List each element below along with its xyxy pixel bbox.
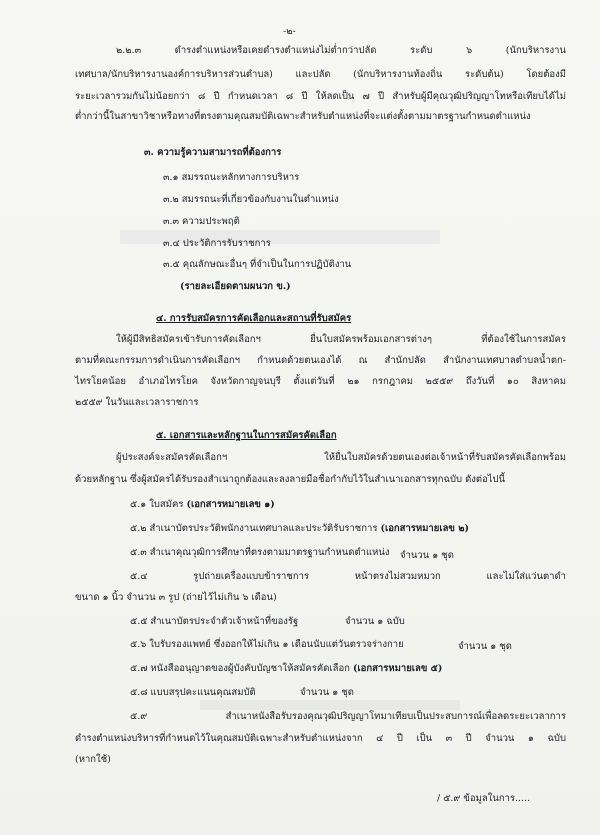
section-5-item-4-line1: ๕.๔ รูปถ่ายเครื่องแบบข้าราชการ หน้าตรงไม่สวมหมวก และไม่ใส่แว่นตาดำ: [130, 571, 566, 582]
section-3-heading: ๓. ความรู้ความสามารถที่ต้องการ: [144, 147, 282, 158]
document-number-label: (เอกสารหมายเลข ๕): [352, 663, 443, 674]
section-5-item-5-quantity: จำนวน ๑ ฉบับ: [345, 616, 405, 627]
section-5-item-4-line2: ขนาด ๑ นิ้ว จำนวน ๓ รูป (ถ่ายไว้ไม่เกิน ๖ เดือน): [75, 592, 277, 603]
section-3-item: ๓.๓ ความประพฤติ: [163, 216, 240, 227]
document-number-label: (เอกสารหมายเลข ๒): [380, 523, 469, 534]
section-3-item: ๓.๔ ประวัติการรับราชการ: [163, 238, 271, 249]
section-3-item: ๓.๕ คุณลักษณะอื่นๆ ที่จำเป็นในการปฏิบัติงาน: [163, 259, 352, 270]
section-5-item-5: ๕.๕ สำเนาบัตรประจำตัวเจ้าหน้าที่ของรัฐ: [130, 616, 299, 627]
section-5-item-3-quantity: จำนวน ๑ ชุด: [400, 550, 454, 561]
continuation-note: / ๕.๙ ข้อมูลในการ.....: [437, 793, 531, 804]
section-5-item-6: ๕.๖ ใบรับรองแพทย์ ซึ่งออกให้ไม่เกิน ๑ เดือนนับแต่วันตรวจร่างกาย: [130, 639, 404, 650]
section-4-line3: ไทรโยคน้อย อำเภอไทรโยค จังหวัดกาญจนบุรี ตั้งแต่วันที่ ๒๑ กรกฎาคม ๒๕๕๙ ถึงวันที่ ๑๐ สิงหาคม: [75, 376, 566, 387]
section-4-line1: ให้ผู้มีสิทธิสมัครเข้ารับการคัดเลือกฯ ยื่นใบสมัครพร้อมเอกสารต่างๆ ที่ต้องใช้ในการสมัคร: [116, 334, 566, 345]
item-text: ๕.๑ ใบสมัคร: [130, 499, 184, 510]
section-5-item-3: ๕.๓ สำเนาคุณวุฒิการศึกษาที่ตรงตามมาตรฐานกำหนดตำแหน่ง: [130, 547, 390, 558]
section-4-line4: ๒๕๕๙ ในวันและเวลาราชการ: [75, 397, 199, 408]
section-3-item: ๓.๑ สมรรถนะหลักทางการบริหาร: [163, 172, 300, 183]
section-5-item-7: [130, 663, 442, 675]
paragraph-2-2-3-line1: ๒.๒.๓ ดำรงตำแหน่งหรือเคยดำรงตำแหน่งไม่ต่ำกว่าปลัด ระดับ ๖ (นักบริหารงาน: [116, 45, 566, 56]
section-5-heading: ๕. เอกสารและหลักฐานในการสมัครคัดเลือก: [156, 430, 337, 441]
item-text: ๕.๗ หนังสืออนุญาตของผู้บังคับบัญชาให้สมัครคัดเลือก: [130, 663, 350, 674]
section-5-item-9-line1: ๕.๙ สำเนาหนังสือรับรองคุณวุฒิปริญญาโทมาเทียบเป็นประสบการณ์เพื่อลดระยะเวลาการ: [130, 711, 566, 722]
section-5-item-8-quantity: จำนวน ๑ ชุด: [300, 687, 354, 698]
item-text: ๕.๒ สำเนาบัตรประวัติพนักงานเทศบาลและประวัติรับราชการ: [130, 523, 378, 534]
paragraph-2-2-3-line2: เทศบาล/นักบริหารงานองค์การบริหารส่วนตำบล) และปลัด (นักบริหารงานท้องถิ่น ระดับต้น) โดยต้องมี: [75, 69, 566, 80]
section-5-intro-line2: ด้วยหลักฐาน ซึ่งผู้สมัครได้รับรองสำเนาถูกต้องและลงลายมือชื่อกำกับไว้ในสำเนาเอกสารทุกฉบับ ดังต่อไปนี้: [75, 474, 506, 485]
section-5-item-6-quantity: จำนวน ๑ ชุด: [458, 641, 512, 652]
section-5-item-9-line3: (หากใช้): [75, 754, 111, 765]
section-5-intro-line1: ผู้ประสงค์จะสมัครคัดเลือกฯ ให้ยื่นใบสมัครด้วยตนเองต่อเจ้าหน้าที่รับสมัครคัดเลือกพร้อม: [116, 452, 566, 463]
paragraph-2-2-3-line3: ระยะเวลารวมกันไม่น้อยกว่า ๘ ปี กำหนดเวลา ๘ ปี ให้ลดเป็น ๗ ปี สำหรับผู้มีคุณวุฒิปริญญาโทหรือเทียบได้ไม่: [75, 91, 566, 102]
section-4-heading: ๔. การรับสมัครการคัดเลือกและสถานที่รับสมัคร: [156, 313, 352, 324]
section-5-item-1: [130, 499, 275, 511]
section-3-note: (รายละเอียดตามผนวก ข.): [180, 281, 291, 292]
page-number: -๒-: [283, 26, 296, 37]
section-4-line2: ตามที่คณะกรรมการดำเนินการคัดเลือกฯ กำหนดด้วยตนเองได้ ณ สำนักปลัด สำนักงานเทศบาลตำบลน้ำตก-: [75, 355, 566, 366]
section-5-item-8: ๕.๘ แบบสรุปคะแนนคุณสมบัติ: [130, 687, 256, 698]
bleed-through-mark: [200, 700, 460, 710]
paragraph-2-2-3-line4: ต่ำกว่านี้ในสาขาวิชาหรือทางที่ตรงตามคุณสมบัติเฉพาะสำหรับตำแหน่งที่จะแต่งตั้งตามมาตรฐานกำหนดตำแหน่ง: [75, 111, 531, 122]
section-5-item-2: [130, 523, 469, 535]
section-5-item-9-line2: ดำรงตำแหน่งบริหารที่กำหนดไว้ในคุณสมบัติเฉพาะสำหรับตำแหน่งจาก ๔ ปี เป็น ๓ ปี จำนวน ๑ ฉบับ: [75, 733, 566, 744]
section-3-item: ๓.๒ สมรรถนะที่เกี่ยวข้องกับงานในตำแหน่ง: [163, 194, 339, 205]
document-number-label: (เอกสารหมายเลข ๑): [186, 499, 275, 510]
